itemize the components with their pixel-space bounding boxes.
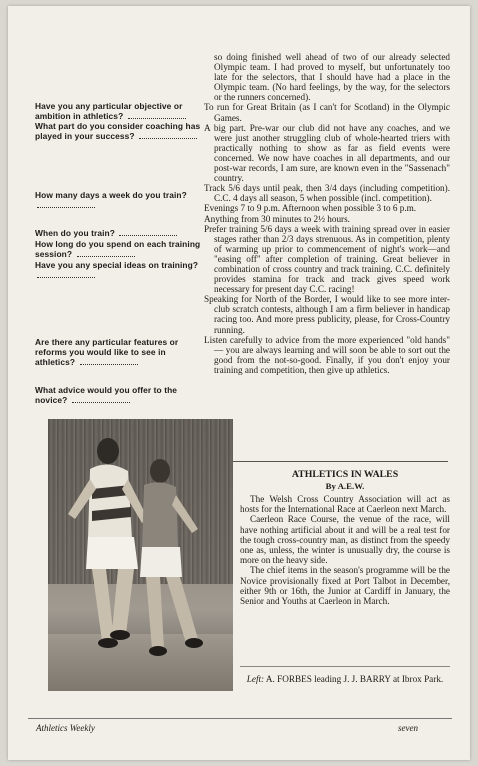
question-coaching: What part do you consider coaching has played in your success? xyxy=(35,121,201,142)
article-paragraph: The Welsh Cross Country Association will act as hosts for the International Race at Caerleon next March. xyxy=(240,494,450,515)
page-number: seven xyxy=(398,723,418,733)
answer-how-long: Anything from 30 minutes to 2½ hours. xyxy=(204,213,350,224)
question-days: How many days a week do you train? xyxy=(35,190,205,210)
answer-when: Evenings 7 to 9 p.m. Afternoon when possible 3 to 6 p.m. xyxy=(204,203,417,214)
article-paragraph: Caerleon Race Course, the venue of the race, will have nothing artificial about it and will be a real test for the tough cross-country man, as distinct from the speedy one as, unless, the winter is unusually dry, the course is more on the heavy side. xyxy=(240,514,450,566)
answer-intro: so doing finished well ahead of two of our already selected Olympic team. I had proved to myself, but unfortunately too late for the selectors, that I should have had a place in the Olympic team. (No hard feelings, by the way, for the selectors or the runners concerned). xyxy=(214,52,450,103)
publication-name: Athletics Weekly xyxy=(36,723,95,733)
question-objective: Have you any particular objective or ambition in athletics? xyxy=(35,101,205,121)
race-photo xyxy=(48,419,233,691)
answers-column xyxy=(204,52,450,375)
caption-divider xyxy=(240,666,450,667)
question-reforms: Are there any particular features or reforms you would like to see in athletics? xyxy=(35,337,179,368)
question-how-long: How long do you spend on each training session? xyxy=(35,239,201,260)
answer-advice: Listen carefully to advice from the more experienced "old hands" — you are always learning and will soon be able to sort out the good from the not-so-good. Finally, if you don't enjoy your training and competition, then give up athletics. xyxy=(204,334,450,375)
caption-text: A. FORBES leading J. J. BARRY at Ibrox Park. xyxy=(265,674,444,684)
answer-special-ideas: Prefer training 5/6 days a week with training spread over in easier stages rather than 2/3 days strenuous. As in competition, plenty of warming up prior to commencement of night's work—and "easing off" after completion of training. Great believer in combination of cross country and track training. C.C. definitely provides stamina for track and track gives speed work necessary for present day C.C. racing! xyxy=(204,223,450,295)
section-divider xyxy=(198,461,448,462)
question-when: When do you train? xyxy=(35,228,205,238)
article-body xyxy=(240,494,450,606)
answer-days: Track 5/6 days until peak, then 3/4 days (including competition). C.C. 4 days all season, 5 when possible (incl. competition). xyxy=(204,183,450,204)
question-special-ideas: Have you any special ideas on training? xyxy=(35,260,205,280)
answer-coaching: A big part. Pre-war our club did not have any coaches, and we were just another struggling club of whole-hearted triers with practically nothing to show as far as field events were concerned. We now have coaches in all departments, and our post-war records, I am sure, are known even in the "Sassenach" country. xyxy=(204,122,450,184)
caption-lead: Left: xyxy=(246,674,265,684)
article-paragraph: The chief items in the season's programme will be the Novice provisionally fixed at Port Talbot in December, either 9th or 16th, the Junior at Cardiff in January, the Senior and Youths at Caerleon in March. xyxy=(240,565,450,607)
article-byline: By A.E.W. xyxy=(325,481,365,491)
photo-caption xyxy=(240,674,450,684)
runners-illustration xyxy=(48,419,233,691)
article-title: ATHLETICS IN WALES xyxy=(291,469,399,480)
footer-rule xyxy=(28,718,452,719)
answer-reforms: Speaking for North of the Border, I would like to see more inter-club scratch contests, although I am a firm believer in handicap racing too. And more press publicity, please, for Cross-Country running. xyxy=(204,294,450,335)
question-advice: What advice would you offer to the novice? xyxy=(35,385,178,406)
answer-objective: To run for Great Britain (as I can't for Scotland) in the Olympic Games. xyxy=(204,102,450,123)
magazine-page xyxy=(8,6,470,760)
